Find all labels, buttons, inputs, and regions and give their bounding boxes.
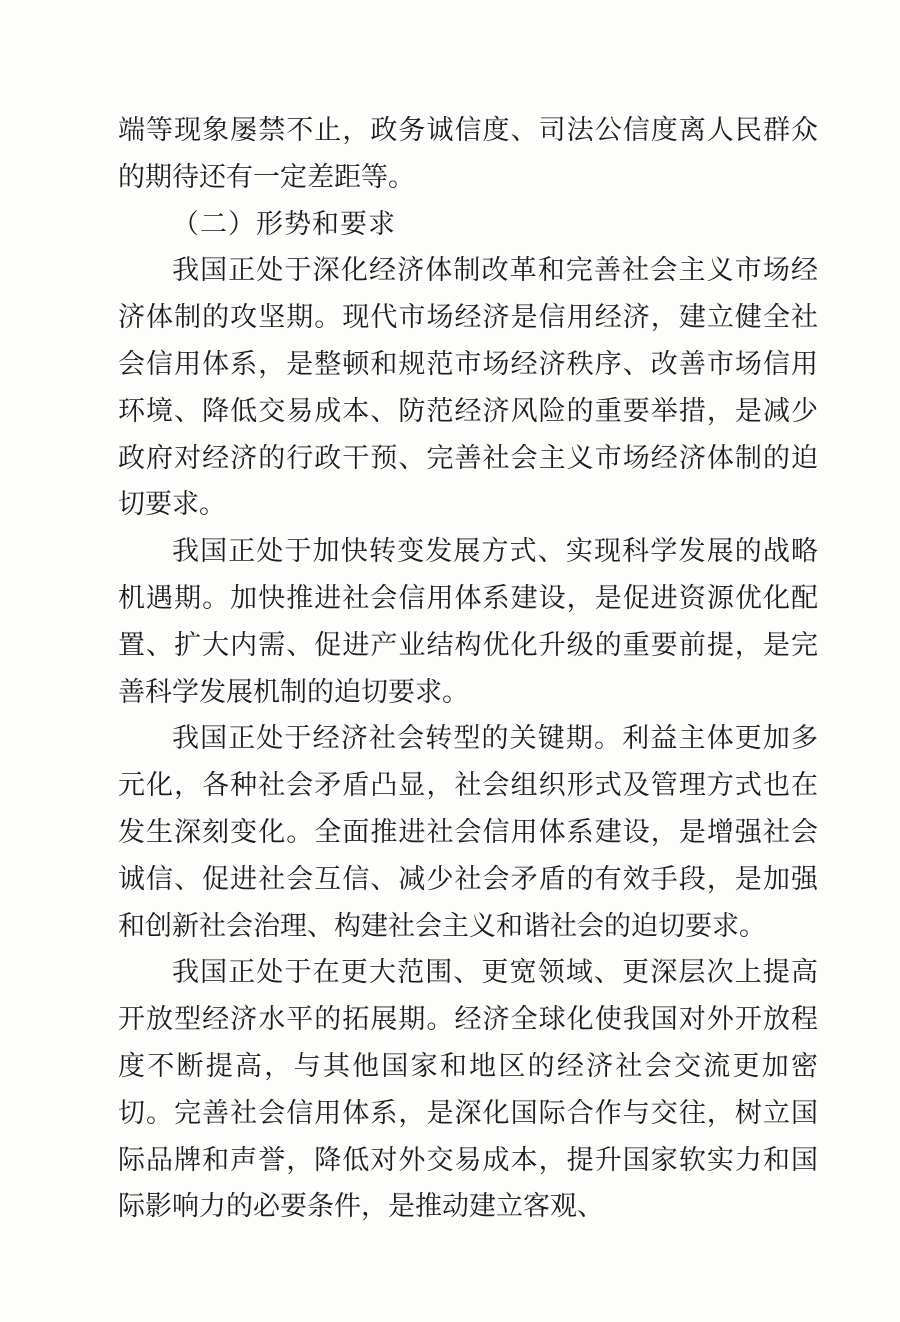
section-heading: （二）形势和要求 [172, 208, 396, 240]
continuation-paragraph: 端等现象屡禁不止，政务诚信度、司法公信度离人民群众的期待还有一定差距等。 [118, 115, 818, 193]
paragraph-development-mode: 我国正处于加快转变发展方式、实现科学发展的战略机遇期。加快推进社会信用体系建设，是促进资源优化配置、扩大内需、促进产业结构优化升级的重要前提，是完善科学发展机制的迫切要求。 [118, 536, 818, 708]
paragraph-social-transition: 我国正处于经济社会转型的关键期。利益主体更加多元化，各种社会矛盾凸显，社会组织形式及管理方式也在发生深刻变化。全面推进社会信用体系建设，是增强社会诚信、促进社会互信、减少社会矛盾的有效手段，是加强和创新社会治理、构建社会主义和谐社会的迫切要求。 [118, 723, 818, 942]
paragraph-market-economy: 我国正处于深化经济体制改革和完善社会主义市场经济体制的攻坚期。现代市场经济是信用经济，建立健全社会信用体系，是整顿和规范市场经济秩序、改善市场信用环境、降低交易成本、防范经济风险的重要举措，是减少政府对经济的行政干预、完善社会主义市场经济体制的迫切要求。 [118, 255, 818, 521]
paragraph-opening-up: 我国正处于在更大范围、更宽领域、更深层次上提高开放型经济水平的拓展期。经济全球化使我国对外开放程度不断提高，与其他国家和地区的经济社会交流更加密切。完善社会信用体系，是深化国际合作与交往，树立国际品牌和声誉，降低对外交易成本，提升国家软实力和国际影响力的必要条件，是推动建立客观、 [118, 957, 818, 1223]
document-body [118, 108, 818, 1231]
